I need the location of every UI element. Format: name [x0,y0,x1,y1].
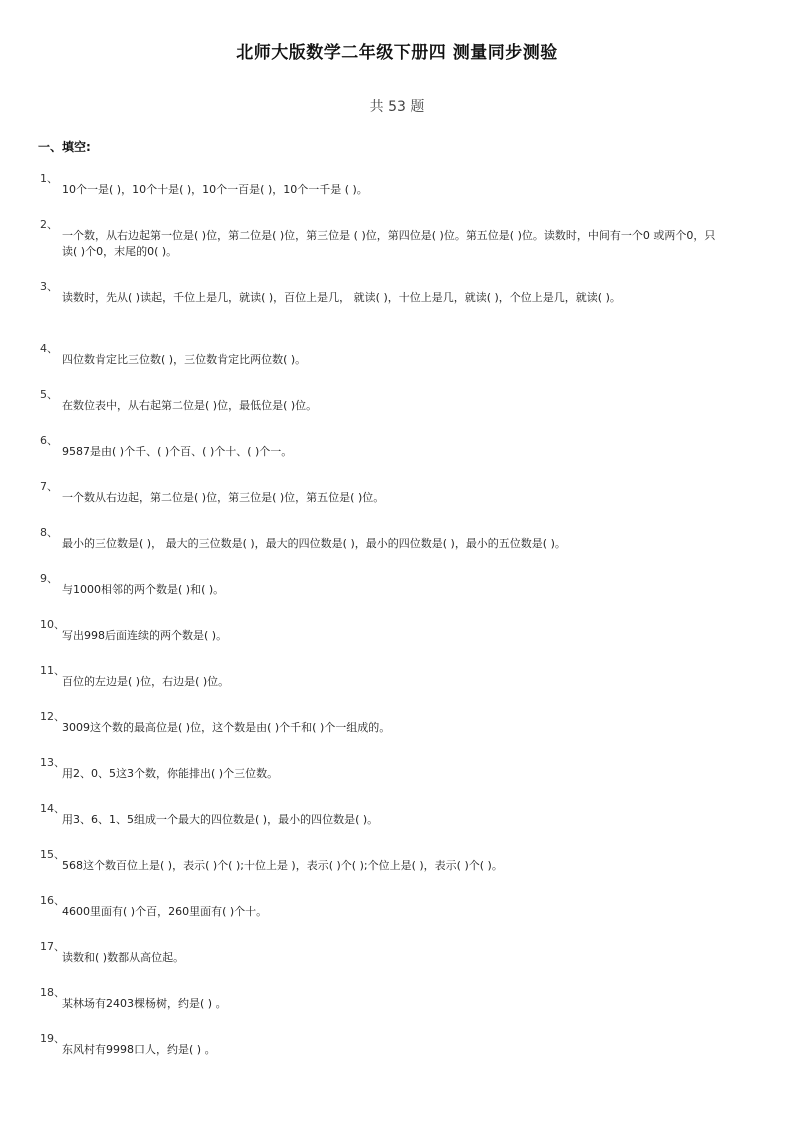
question-text: 3009这个数的最高位是( )位，这个数是由( )个千和( )个一组成的。 [62,721,391,734]
question-number: 13、 [40,756,65,769]
section-heading: 一、填空: [38,140,91,154]
question-text: 在数位表中，从右起第二位是( )位，最低位是( )位。 [62,399,318,412]
question-text: 10个一是( )，10个十是( )，10个一百是( )，10个一千是 ( )。 [62,183,368,196]
question-number: 2、 [40,218,58,231]
question-number: 19、 [40,1032,65,1045]
question-number: 6、 [40,434,58,447]
question-text: 9587是由( )个千、( )个百、( )个十、( )个一。 [62,445,293,458]
question-number: 10、 [40,618,65,631]
question-number: 5、 [40,388,58,401]
question-number: 8、 [40,526,58,539]
question-text: 一个数，从右边起第一位是( )位，第二位是( )位，第三位是 ( )位，第四位是( )位。第五位是( )位。读数时，中间有一个0 或两个0，只读( )个0，末尾的0( )。 [62,229,716,258]
question-number: 4、 [40,342,58,355]
question-number: 7、 [40,480,58,493]
question-text: 最小的三位数是( )， 最大的三位数是( )，最大的四位数是( )，最小的四位数是( )，最小的五位数是( )。 [62,537,566,550]
question-text: 用3、6、1、5组成一个最大的四位数是( )，最小的四位数是( )。 [62,813,379,826]
question-number: 17、 [40,940,65,953]
question-text: 一个数从右边起，第二位是( )位，第三位是( )位，第五位是( )位。 [62,491,385,504]
page-title: 北师大版数学二年级下册四 测量同步测验 [236,43,558,63]
question-number: 3、 [40,280,58,293]
question-number: 16、 [40,894,65,907]
question-number: 18、 [40,986,65,999]
question-text: 与1000相邻的两个数是( )和( )。 [62,583,225,596]
question-number: 12、 [40,710,65,723]
question-count: 共 53 题 [369,99,425,115]
question-number: 11、 [40,664,65,677]
question-number: 15、 [40,848,65,861]
question-number: 1、 [40,172,58,185]
question-text: 四位数肯定比三位数( )，三位数肯定比两位数( )。 [62,353,307,366]
question-text: 百位的左边是( )位，右边是( )位。 [62,675,230,688]
question-text: 读数和( )数都从高位起。 [62,951,185,964]
question-number: 9、 [40,572,58,585]
question-text: 568这个数百位上是( )，表示( )个( );十位上是 )，表示( )个( );个位上是( )，表示( )个( )。 [62,859,503,872]
question-text: 4600里面有( )个百，260里面有( )个十。 [62,905,268,918]
question-text: 用2、0、5这3个数，你能排出( )个三位数。 [62,767,279,780]
question-text: 读数时，先从( )读起，千位上是几，就读( )，百位上是几， 就读( )，十位上是几，就读( )，个位上是几，就读( )。 [62,291,621,304]
question-text: 某林场有2403棵杨树，约是( ) 。 [62,997,227,1010]
question-text: 写出998后面连续的两个数是( )。 [62,629,228,642]
question-number: 14、 [40,802,65,815]
question-text: 东风村有9998口人，约是( ) 。 [62,1043,216,1056]
